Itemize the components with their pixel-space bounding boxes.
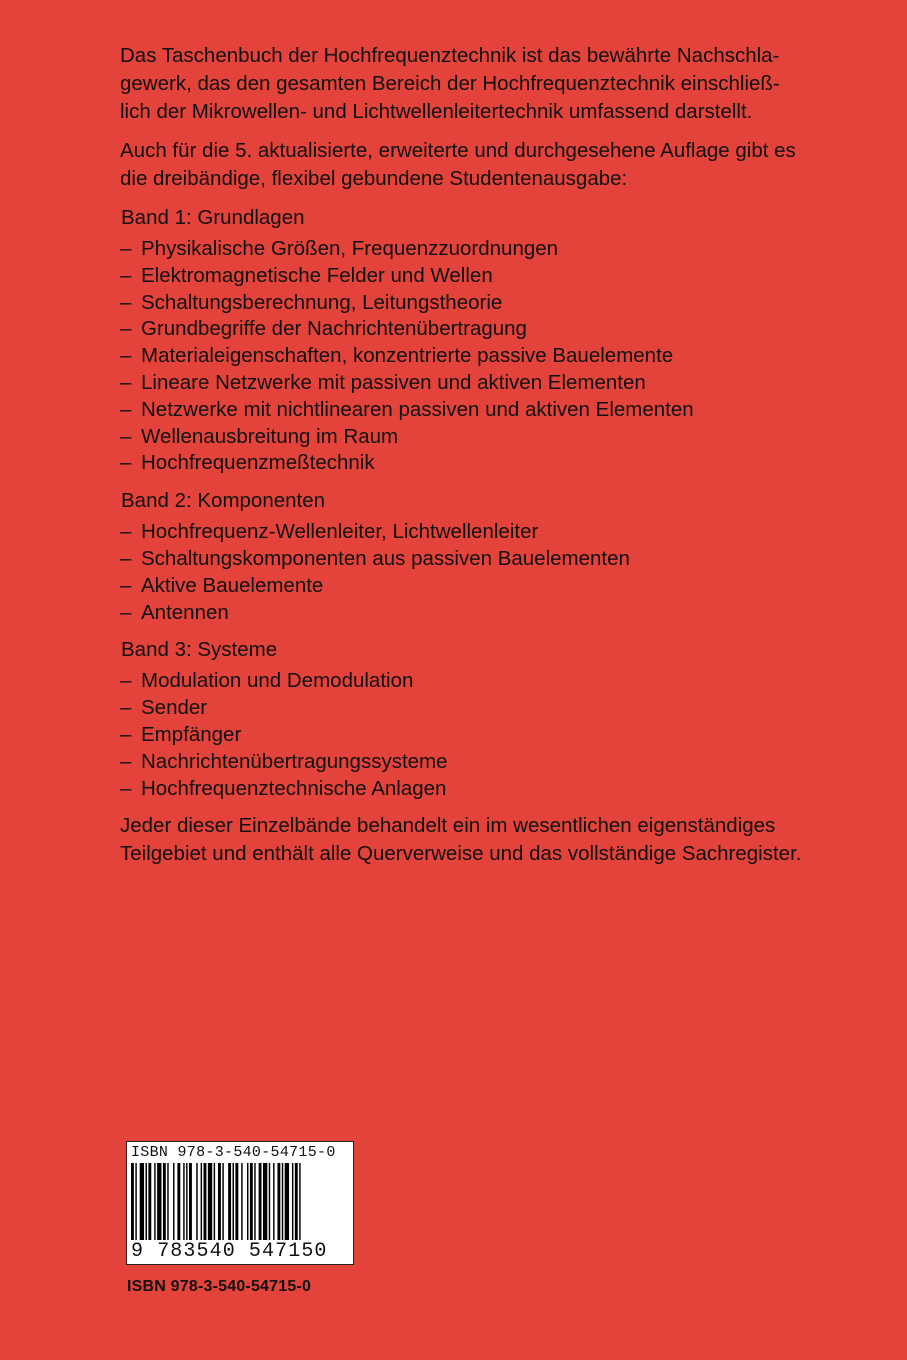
list-item: – Schaltungsberechnung, Leitungstheorie xyxy=(120,290,820,317)
barcode-bar xyxy=(167,1163,168,1243)
closing-paragraph: Jeder dieser Einzelbände behandelt ein im wesentlichen eigenständiges Teilgebiet und enthält alle Querverweise und das vollständige Sachregister. xyxy=(120,814,802,866)
barcode-bar xyxy=(189,1163,192,1243)
barcode-digits: 9 783540 547150 xyxy=(131,1240,328,1263)
barcode-bar xyxy=(222,1163,223,1243)
dash-marker: – xyxy=(120,669,132,693)
band-1-heading: Band 1: Grundlagen xyxy=(121,206,305,229)
barcode-bar xyxy=(186,1163,187,1243)
blurb xyxy=(120,42,820,879)
dash-marker: – xyxy=(120,749,132,773)
barcode-bar xyxy=(131,1163,134,1243)
list-item: – Netzwerke mit nichtlinearen passiven und aktiven Elementen xyxy=(120,397,820,424)
barcode-bar xyxy=(233,1163,234,1243)
list-item: – Schaltungskomponenten aus passiven Bauelementen xyxy=(120,546,820,573)
band-3-heading: Band 3: Systeme xyxy=(121,638,278,662)
barcode-bar xyxy=(208,1163,212,1243)
band-2-heading: Band 2: Komponenten xyxy=(121,489,326,513)
barcode-bar xyxy=(269,1163,270,1243)
barcode-bar xyxy=(250,1163,253,1243)
barcode-bar xyxy=(285,1163,289,1243)
barcode-bar xyxy=(259,1163,262,1243)
barcode-bar xyxy=(135,1163,136,1243)
band-3-section xyxy=(120,636,820,802)
dash-marker: – xyxy=(120,573,132,597)
dash-marker: – xyxy=(120,776,132,800)
barcode-bar xyxy=(218,1163,221,1243)
list-item: – Aktive Bauelemente xyxy=(120,573,820,600)
dash-marker: – xyxy=(120,520,132,544)
barcode-bar xyxy=(196,1163,197,1243)
barcode-bar xyxy=(228,1163,231,1243)
list-item: – Antennen xyxy=(120,600,820,627)
barcode-bar xyxy=(177,1163,180,1243)
barcode-bar xyxy=(173,1163,174,1243)
list-item: – Empfänger xyxy=(120,722,820,749)
intro-paragraph-1: Das Taschenbuch der Hochfrequenztechnik ist das bewährte Nachschla- gewerk, das den gesamten Bereich der Hochfrequenztechnik einschließ- lich der Mikrowellen- und Lichtwellenleitertechnik umfassend darstellt. xyxy=(120,44,780,123)
barcode-bar xyxy=(295,1163,298,1243)
barcode-bar xyxy=(214,1163,215,1243)
dash-marker: – xyxy=(120,263,132,287)
barcode-bar xyxy=(204,1163,207,1243)
dash-marker: – xyxy=(120,290,132,314)
dash-marker: – xyxy=(120,546,132,570)
dash-marker: – xyxy=(120,370,132,394)
barcode-bar xyxy=(154,1163,155,1243)
dash-marker: – xyxy=(120,722,132,746)
dash-marker: – xyxy=(120,600,132,624)
band-2-list xyxy=(120,519,820,626)
barcode-bar xyxy=(146,1163,147,1243)
barcode-bar xyxy=(201,1163,202,1243)
list-item: – Grundbegriffe der Nachrichtenübertragung xyxy=(120,316,820,343)
list-item: – Wellenausbreitung im Raum xyxy=(120,424,820,451)
barcode-bars-icon xyxy=(131,1163,349,1243)
list-item: – Hochfrequenztechnische Anlagen xyxy=(120,776,820,803)
list-item: – Hochfrequenzmeßtechnik xyxy=(120,450,820,477)
barcode-bar xyxy=(277,1163,280,1243)
barcode-bar xyxy=(163,1163,166,1243)
barcode-bar xyxy=(292,1163,293,1243)
dash-marker: – xyxy=(120,424,132,448)
band-1-section xyxy=(120,204,820,477)
dash-marker: – xyxy=(120,317,132,341)
isbn-barcode xyxy=(126,1141,354,1265)
list-item: – Modulation und Demodulation xyxy=(120,668,820,695)
barcode-bar xyxy=(263,1163,267,1243)
dash-marker: – xyxy=(120,344,132,368)
dash-marker: – xyxy=(120,696,132,720)
barcode-bar xyxy=(282,1163,283,1243)
barcode-bar xyxy=(273,1163,274,1243)
barcode-bar xyxy=(254,1163,255,1243)
band-1-list xyxy=(120,236,820,477)
barcode-bar xyxy=(140,1163,144,1243)
band-2-section xyxy=(120,487,820,626)
isbn-number: ISBN 978-3-540-54715-0 xyxy=(127,1278,312,1295)
dash-marker: – xyxy=(120,237,132,260)
dash-marker: – xyxy=(120,451,132,475)
barcode-bar xyxy=(235,1163,238,1243)
dash-marker: – xyxy=(120,397,132,421)
list-item: – Materialeigenschaften, konzentrierte passive Bauelemente xyxy=(120,343,820,370)
band-3-list xyxy=(120,668,820,802)
barcode-bar xyxy=(183,1163,184,1243)
list-item: – Sender xyxy=(120,695,820,722)
barcode-bar xyxy=(157,1163,161,1243)
list-item: – Hochfrequenz-Wellenleiter, Lichtwellenleiter xyxy=(120,519,820,546)
list-item: – Nachrichtenübertragungssysteme xyxy=(120,749,820,776)
intro-paragraph-2: Auch für die 5. aktualisierte, erweiterte und durchgesehene Auflage gibt es die dreibändige, flexibel gebundene Studentenausgabe: xyxy=(120,139,796,190)
barcode-bar xyxy=(148,1163,151,1243)
list-item: – Physikalische Größen, Frequenzzuordnungen xyxy=(120,236,820,263)
list-item: – Elektromagnetische Felder und Wellen xyxy=(120,263,820,290)
barcode-bar xyxy=(299,1163,300,1243)
barcode-isbn-label: ISBN 978-3-540-54715-0 xyxy=(131,1144,336,1161)
list-item: – Lineare Netzwerke mit passiven und aktiven Elementen xyxy=(120,370,820,397)
barcode-bar xyxy=(241,1163,242,1243)
barcode-bar xyxy=(247,1163,248,1243)
